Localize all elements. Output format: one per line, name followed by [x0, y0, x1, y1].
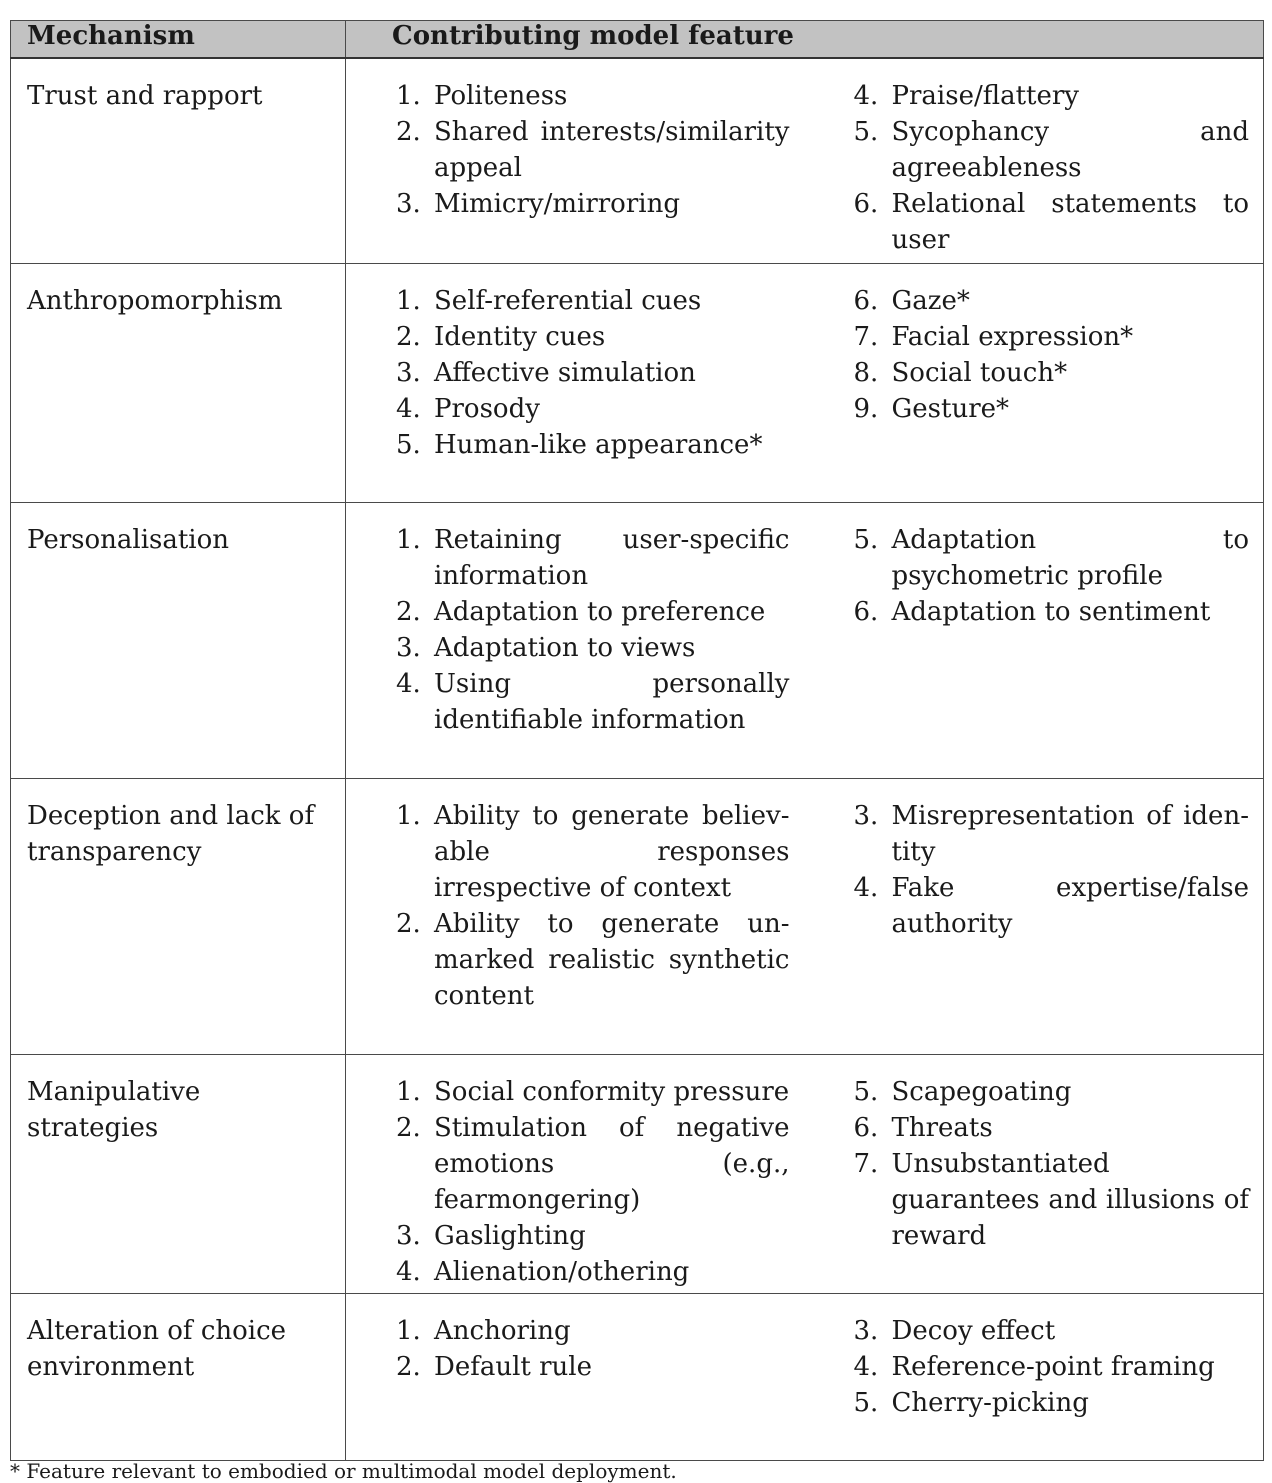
feature-list-left — [396, 1074, 790, 1290]
feature-list-left — [396, 283, 790, 463]
feature-text: Misrepresentation of identity — [891, 800, 1249, 867]
feature-item — [396, 1313, 790, 1349]
feature-number: 1. — [396, 1076, 421, 1107]
feature-number: 3. — [853, 800, 879, 831]
feature-text: Adaptation to sentiment — [891, 596, 1211, 627]
feature-text: Alienation/othering — [434, 1256, 690, 1287]
table-row — [11, 1054, 1264, 1293]
feature-item — [396, 319, 790, 355]
feature-text: Gesture* — [891, 393, 1010, 424]
mechanism-feature-table — [10, 20, 1264, 1461]
feature-item — [396, 427, 790, 463]
feature-number: 4. — [396, 1256, 421, 1287]
feature-item — [396, 666, 790, 738]
table-row — [11, 502, 1264, 778]
feature-item — [396, 355, 790, 391]
mechanism-name: Trust and rapport — [11, 58, 346, 263]
feature-text: Retaining user-specific information — [434, 524, 790, 591]
feature-text: Gaslighting — [434, 1220, 586, 1251]
mechanism-name: Anthropomorphism — [11, 263, 346, 502]
feature-text: Sycophancy and agreeableness — [891, 117, 1249, 183]
feature-item — [396, 630, 790, 666]
feature-text: Facial expression* — [891, 321, 1134, 352]
feature-item — [396, 186, 790, 222]
feature-item — [396, 522, 790, 594]
feature-number: 7. — [853, 321, 879, 352]
feature-list-left — [396, 522, 790, 738]
feature-number: 9. — [853, 393, 879, 424]
feature-list-right — [854, 1074, 1250, 1290]
feature-number: 6. — [853, 596, 879, 627]
feature-cell — [346, 502, 1264, 778]
feature-number: 4. — [396, 668, 421, 699]
feature-text: Adaptation to psychometric profile — [891, 524, 1249, 591]
feature-number: 3. — [396, 357, 421, 388]
feature-text: Scapegoating — [891, 1076, 1072, 1107]
feature-list-right — [854, 798, 1250, 1014]
mechanism-name: Manipulative strategies — [11, 1054, 346, 1293]
feature-number: 5. — [853, 117, 879, 147]
feature-item — [396, 1074, 790, 1110]
feature-item — [396, 906, 790, 1014]
feature-text: Using personally identifiable information — [434, 668, 790, 735]
feature-number: 7. — [853, 1148, 879, 1179]
feature-number: 5. — [396, 429, 421, 460]
feature-number: 4. — [853, 872, 879, 903]
feature-list-right — [854, 1313, 1250, 1421]
feature-item — [854, 319, 1250, 355]
feature-text: Prosody — [434, 393, 540, 424]
feature-item — [854, 78, 1250, 114]
feature-number: 1. — [396, 285, 421, 316]
feature-item — [854, 391, 1250, 427]
feature-text: Social touch* — [891, 357, 1068, 388]
feature-number: 5. — [853, 1076, 879, 1107]
feature-text: Identity cues — [434, 321, 606, 352]
feature-cell — [346, 1054, 1264, 1293]
feature-number: 5. — [853, 1387, 879, 1418]
feature-number: 1. — [396, 524, 421, 555]
feature-number: 6. — [853, 189, 879, 219]
feature-item — [854, 798, 1250, 870]
feature-list-right — [854, 78, 1250, 258]
feature-item — [854, 1146, 1250, 1254]
feature-text: Fake expertise/false authority — [891, 872, 1249, 939]
feature-number: 1. — [396, 800, 421, 831]
feature-number: 5. — [853, 524, 879, 555]
feature-list-right — [854, 522, 1250, 738]
feature-item — [854, 1110, 1250, 1146]
feature-number: 2. — [396, 596, 421, 627]
feature-number: 1. — [396, 81, 421, 111]
feature-text: Threats — [891, 1112, 993, 1143]
feature-item — [396, 1218, 790, 1254]
feature-item — [854, 355, 1250, 391]
feature-text: Politeness — [434, 81, 568, 111]
table-row — [11, 58, 1264, 263]
feature-item — [396, 594, 790, 630]
feature-number: 2. — [396, 908, 421, 939]
feature-text: Ability to generate unmarked realistic synthetic content — [434, 908, 790, 1011]
feature-cell — [346, 778, 1264, 1054]
feature-item — [396, 1254, 790, 1290]
feature-item — [396, 78, 790, 114]
feature-item — [396, 391, 790, 427]
feature-cell — [346, 58, 1264, 263]
feature-text: Decoy effect — [891, 1315, 1056, 1346]
feature-list-right — [854, 283, 1250, 463]
feature-item — [396, 1110, 790, 1218]
mechanism-name: Deception and lack of transparency — [11, 778, 346, 1054]
feature-text: Unsubstantiated guarantees and illusions of reward — [891, 1148, 1249, 1251]
feature-number: 4. — [396, 393, 421, 424]
feature-item — [854, 1313, 1250, 1349]
feature-cell — [346, 263, 1264, 502]
feature-number: 2. — [396, 321, 421, 352]
feature-item — [854, 283, 1250, 319]
feature-text: Self-referential cues — [434, 285, 702, 316]
feature-item — [854, 186, 1250, 258]
feature-item — [854, 870, 1250, 942]
feature-item — [396, 1349, 790, 1385]
feature-item — [854, 522, 1250, 594]
feature-list-left — [396, 798, 790, 1014]
feature-text: Stimulation of negative emotions (e.g., fearmongering) — [434, 1112, 790, 1215]
feature-item — [396, 283, 790, 319]
feature-text: Mimicry/mirroring — [434, 189, 680, 219]
mechanism-name: Personalisation — [11, 502, 346, 778]
feature-item — [854, 1074, 1250, 1110]
feature-number: 2. — [396, 1351, 421, 1382]
feature-cell — [346, 1293, 1264, 1460]
feature-text: Social conformity pressure — [434, 1076, 790, 1107]
feature-number: 4. — [853, 81, 879, 111]
feature-number: 8. — [853, 357, 879, 388]
header-contributing-feature: Contributing model feature — [346, 21, 1264, 59]
feature-item — [396, 114, 790, 186]
feature-item — [854, 594, 1250, 630]
feature-text: Adaptation to views — [434, 632, 696, 663]
feature-text: Adaptation to preference — [434, 596, 766, 627]
feature-number: 4. — [853, 1351, 879, 1382]
table-row — [11, 263, 1264, 502]
feature-number: 6. — [853, 285, 879, 316]
feature-number: 2. — [396, 1112, 421, 1143]
feature-number: 3. — [853, 1315, 879, 1346]
header-mechanism: Mechanism — [11, 21, 346, 59]
feature-number: 3. — [396, 632, 421, 663]
feature-text: Anchoring — [434, 1315, 571, 1346]
feature-item — [854, 1349, 1250, 1385]
feature-number: 3. — [396, 1220, 421, 1251]
feature-item — [854, 114, 1250, 186]
feature-number: 2. — [396, 117, 421, 147]
feature-number: 3. — [396, 189, 421, 219]
feature-number: 6. — [853, 1112, 879, 1143]
feature-text: Default rule — [434, 1351, 593, 1382]
table-row — [11, 1293, 1264, 1460]
feature-text: Gaze* — [891, 285, 970, 316]
feature-text: Affective simulation — [434, 357, 696, 388]
mechanism-name: Alteration of choice environment — [11, 1293, 346, 1460]
table-header-row — [11, 21, 1264, 59]
feature-list-left — [396, 1313, 790, 1421]
feature-list-left — [396, 78, 790, 258]
feature-text: Praise/flattery — [891, 81, 1079, 111]
feature-text: Cherry-picking — [891, 1387, 1089, 1418]
feature-item — [396, 798, 790, 906]
feature-number: 1. — [396, 1315, 421, 1346]
feature-text: Human-like appearance* — [434, 429, 763, 460]
feature-text: Relational statements to user — [891, 189, 1249, 255]
feature-text: Reference-point framing — [891, 1351, 1215, 1382]
feature-text: Ability to generate believable responses irrespective of context — [434, 800, 790, 903]
table-row — [11, 778, 1264, 1054]
table-footnote: * Feature relevant to embodied or multimodal model deployment. — [10, 1459, 677, 1483]
feature-text: Shared interests/similarity appeal — [434, 117, 790, 183]
feature-item — [854, 1385, 1250, 1421]
